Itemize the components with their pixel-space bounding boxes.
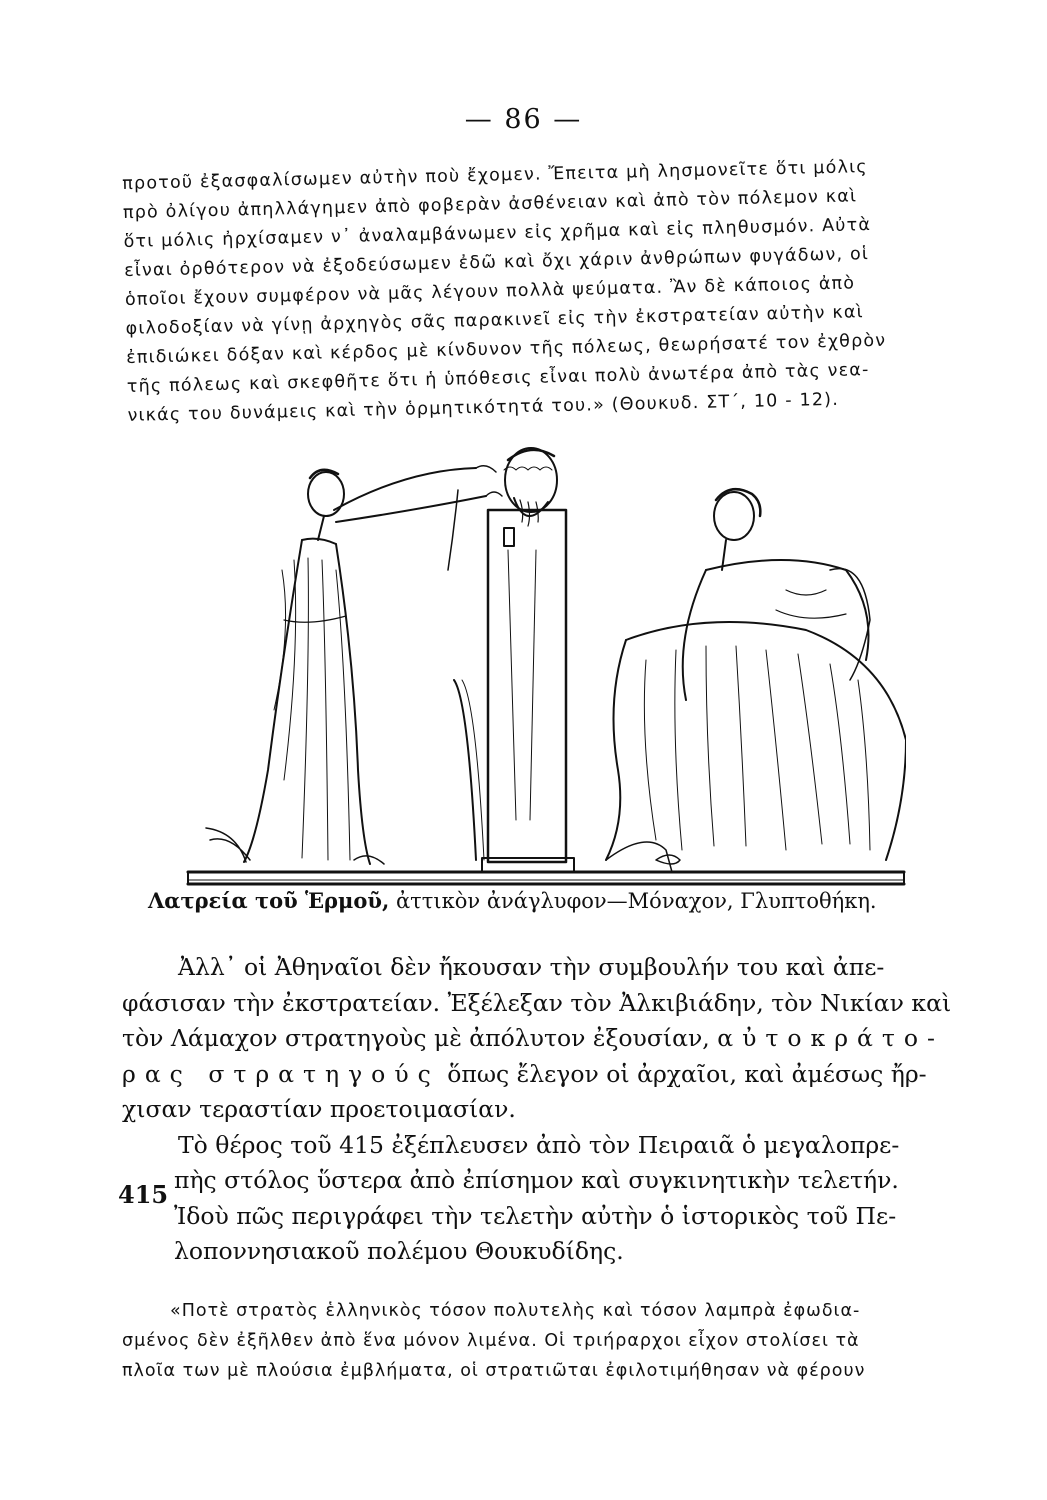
margin-year: 415 — [118, 1180, 169, 1209]
main-text-fragment: ὅπως ἔλεγον οἱ ἀρχαῖοι, καὶ ἀμέσως ἤρ- — [439, 1059, 927, 1088]
main-text-line — [122, 1021, 972, 1057]
main-text — [122, 950, 972, 1270]
quote-bottom-line: πλοῖα των μὲ πλούσια ἐμβλήματα, οἱ στρατιῶται ἐφιλοτιμήθησαν νὰ φέρουν — [122, 1361, 866, 1381]
quote-top — [122, 151, 980, 431]
main-text-line: πὴς στόλος ὕστερα ἀπὸ ἐπίσημον καὶ συγκινητικὴν τελετήν. — [174, 1166, 899, 1194]
quote-bottom-line: σμένος δὲν ἐξῆλθεν ἀπὸ ἕνα μόνον λιμένα. Οἱ τριήραρχοι εἶχον στολίσει τὰ — [122, 1331, 860, 1351]
caption-source: ἀττικὸν ἀνάγλυφον—Μόναχον, Γλυπτοθήκη. — [389, 889, 877, 913]
main-text-line — [122, 1057, 972, 1093]
herm-pillar — [454, 448, 574, 872]
main-text-line: λοποννησιακοῦ πολέμου Θουκυδίδης. — [174, 1237, 624, 1265]
quote-top-line: νικάς του δυνάμεις καὶ τὴν ὁρμητικότητά του.» (Θουκυδ. ΣΤ´, 10 - 12). — [127, 389, 840, 426]
spaced-emphasis: ρας στρατηγούς — [122, 1059, 440, 1088]
quote-top-line: πρὸ ὀλίγου ἀπηλλάγημεν ἀπὸ φοβερὰν ἀσθένειαν καὶ ἀπὸ τὸν πόλεμον καὶ — [122, 186, 858, 223]
main-text-line: χισαν τεραστίαν προετοιμασίαν. — [122, 1095, 516, 1123]
relief-base — [188, 872, 904, 884]
figure-caption — [148, 888, 948, 913]
main-text-fragment: τὸν Λάμαχον στρατηγοὺς μὲ ἀπόλυτον ἐξουσίαν, — [122, 1024, 718, 1052]
spaced-emphasis: αὐτοκράτο- — [717, 1024, 944, 1052]
quote-top-line: εἶναι ὀρθότερον νὰ ἐξοδεύσωμεν ἐδῶ καὶ ὄχι χάριν ἀνθρώπων φυγάδων, οἱ — [124, 244, 870, 281]
quote-top-line: τῆς πόλεως καὶ σκεφθῆτε ὅτι ἡ ὑπόθεσις εἶναι πολὺ ἀνωτέρα ἀπὸ τὰς νεα- — [126, 360, 870, 397]
page-number: — 86 — — [464, 104, 583, 135]
quote-top-line: ἐπιδιώκει δόξαν καὶ κέρδος μὲ κίνδυνον τῆς πόλεως, θεωρήσατέ τον ἐχθρὸν — [126, 330, 887, 368]
quote-top-line: ὁποῖοι ἔχουν συμφέρον νὰ μᾶς λέγουν πολλὰ ψεύματα. Ἂν δὲ κάποιος ἀπὸ — [124, 273, 856, 310]
quote-bottom-line: «Ποτὲ στρατὸς ἑλληνικὸς τόσον πολυτελὴς καὶ τόσον λαμπρὰ ἐφωδια- — [170, 1301, 861, 1321]
seated-woman-figure — [606, 489, 906, 872]
caption-title: Λατρεία τοῦ Ἑρμοῦ, — [148, 888, 390, 913]
relief-illustration — [186, 440, 906, 890]
main-text-line: φάσισαν τὴν ἐκστρατείαν. Ἐξέλεξαν τὸν Ἀλκιβιάδην, τὸν Νικίαν καὶ — [122, 988, 952, 1017]
quote-top-line: προτοῦ ἐξασφαλίσωμεν αὐτὴν ποὺ ἔχομεν. Ἔπειτα μὴ λησμονεῖτε ὅτι μόλις — [122, 157, 868, 194]
main-text-line: Ἀλλ᾽ οἱ Ἀθηναῖοι δὲν ἤκουσαν τὴν συμβουλήν του καὶ ἀπε- — [178, 953, 885, 981]
quote-top-line: φιλοδοξίαν νὰ γίνῃ ἀρχηγὸς σᾶς παρακινεῖ εἰς τὴν ἐκστρατείαν αὐτὴν καὶ — [125, 302, 865, 339]
main-text-line: Ἰδοὺ πῶς περιγράφει τὴν τελετὴν αὐτὴν ὁ ἱστορικὸς τοῦ Πε- — [174, 1201, 897, 1230]
main-text-line: Τὸ θέρος τοῦ 415 ἐξέπλευσεν ἀπὸ τὸν Πειραιᾶ ὁ μεγαλοπρε- — [178, 1130, 900, 1159]
quote-bottom — [122, 1296, 974, 1386]
standing-woman-figure — [206, 466, 502, 864]
quote-top-line: ὅτι μόλις ἠρχίσαμεν ν᾽ ἀναλαμβάνωμεν εἰς χρῆμα καὶ εἰς πληθυσμόν. Αὐτὰ — [123, 215, 872, 252]
